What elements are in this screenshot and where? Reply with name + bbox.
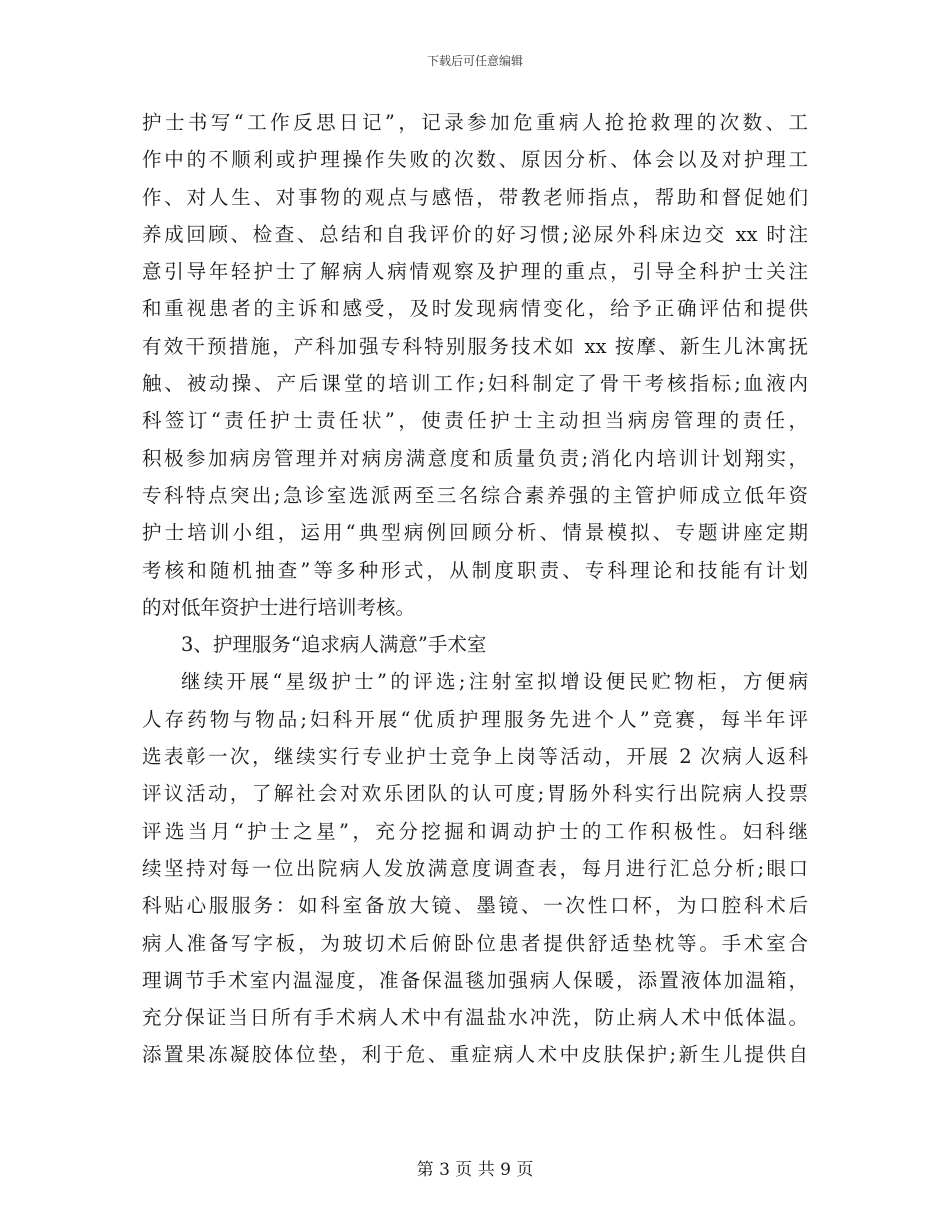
text-line: 护士书写“工作反思日记”，记录参加危重病人抢抢救理的次数、工 <box>142 111 808 134</box>
paragraph-2 <box>142 663 808 1073</box>
text-line: 科签订“责任护士责任状”，使责任护士主动担当病房管理的责任， <box>142 409 808 433</box>
text-line: 触、被动操、产后课堂的培训工作;妇科制定了骨干考核指标;血液内 <box>142 372 808 396</box>
text-line: 作中的不顺利或护理操作失败的次数、原因分析、体会以及对护理工 <box>142 148 808 172</box>
text-line: 续坚持对每一位出院病人发放满意度调查表，每月进行汇总分析;眼口 <box>142 856 808 880</box>
text-line: 作、对人生、对事物的观点与感悟，带教老师指点，帮助和督促她们 <box>142 185 808 209</box>
text-line: 充分保证当日所有手术病人术中有温盐水冲洗，防止病人术中低体温。 <box>142 1006 808 1030</box>
text-line: 病人准备写字板，为玻切术后俯卧位患者提供舒适垫枕等。手术室合 <box>142 931 808 955</box>
page-footer: 第 3 页 共 9 页 <box>416 1160 534 1180</box>
text-line: 和重视患者的主诉和感受，及时发现病情变化，给予正确评估和提供 <box>142 297 808 321</box>
text-line: 继续开展“星级护士”的评选;注射室拟增设便民贮物柜，方便病 <box>181 670 808 694</box>
text-line: 积极参加病房管理并对病房满意度和质量负责;消化内培训计划翔实， <box>142 446 808 470</box>
text-line: 的对低年资护士进行培训考核。 <box>142 595 416 619</box>
page-header: 下载后可任意编辑 <box>426 54 523 68</box>
text-line: 有效干预措施，产科加强专科特别服务技术如 xx 按摩、新生儿沐寓抚 <box>142 334 808 358</box>
document-body <box>142 104 808 1074</box>
text-line: 评选当月“护士之星”，充分挖掘和调动护士的工作积极性。妇科继 <box>142 819 808 843</box>
section-heading: 3、护理服务“追求病人满意”手术室 <box>181 633 487 657</box>
text-line: 考核和随机抽查”等多种形式，从制度职责、专科理论和技能有计划 <box>142 558 808 582</box>
text-line: 养成回顾、检查、总结和自我评价的好习惯;泌尿外科床边交 xx 时注 <box>142 222 808 246</box>
text-line: 选表彰一次，继续实行专业护士竞争上岗等活动，开展 2 次病人返科 <box>142 745 808 769</box>
paragraph-1 <box>142 104 808 626</box>
text-line: 护士培训小组，运用“典型病例回顾分析、情景模拟、专题讲座定期 <box>142 521 808 545</box>
text-line: 科贴心服服务：如科室备放大镜、墨镜、一次性口杯，为口腔科术后 <box>142 894 808 918</box>
text-line: 评议活动，了解社会对欢乐团队的认可度;胃肠外科实行出院病人投票 <box>142 782 808 806</box>
text-line: 意引导年轻护士了解病人病情观察及护理的重点，引导全科护士关注 <box>142 260 808 284</box>
text-line: 添置果冻凝胶体位垫，利于危、重症病人术中皮肤保护;新生儿提供自 <box>142 1043 808 1067</box>
text-line: 理调节手术室内温湿度，准备保温毯加强病人保暖，添置液体加温箱， <box>142 968 808 992</box>
text-line: 人存药物与物品;妇科开展“优质护理服务先进个人”竞赛，每半年评 <box>142 707 808 731</box>
text-line: 专科特点突出;急诊室选派两至三名综合素养强的主管护师成立低年资 <box>142 483 808 507</box>
